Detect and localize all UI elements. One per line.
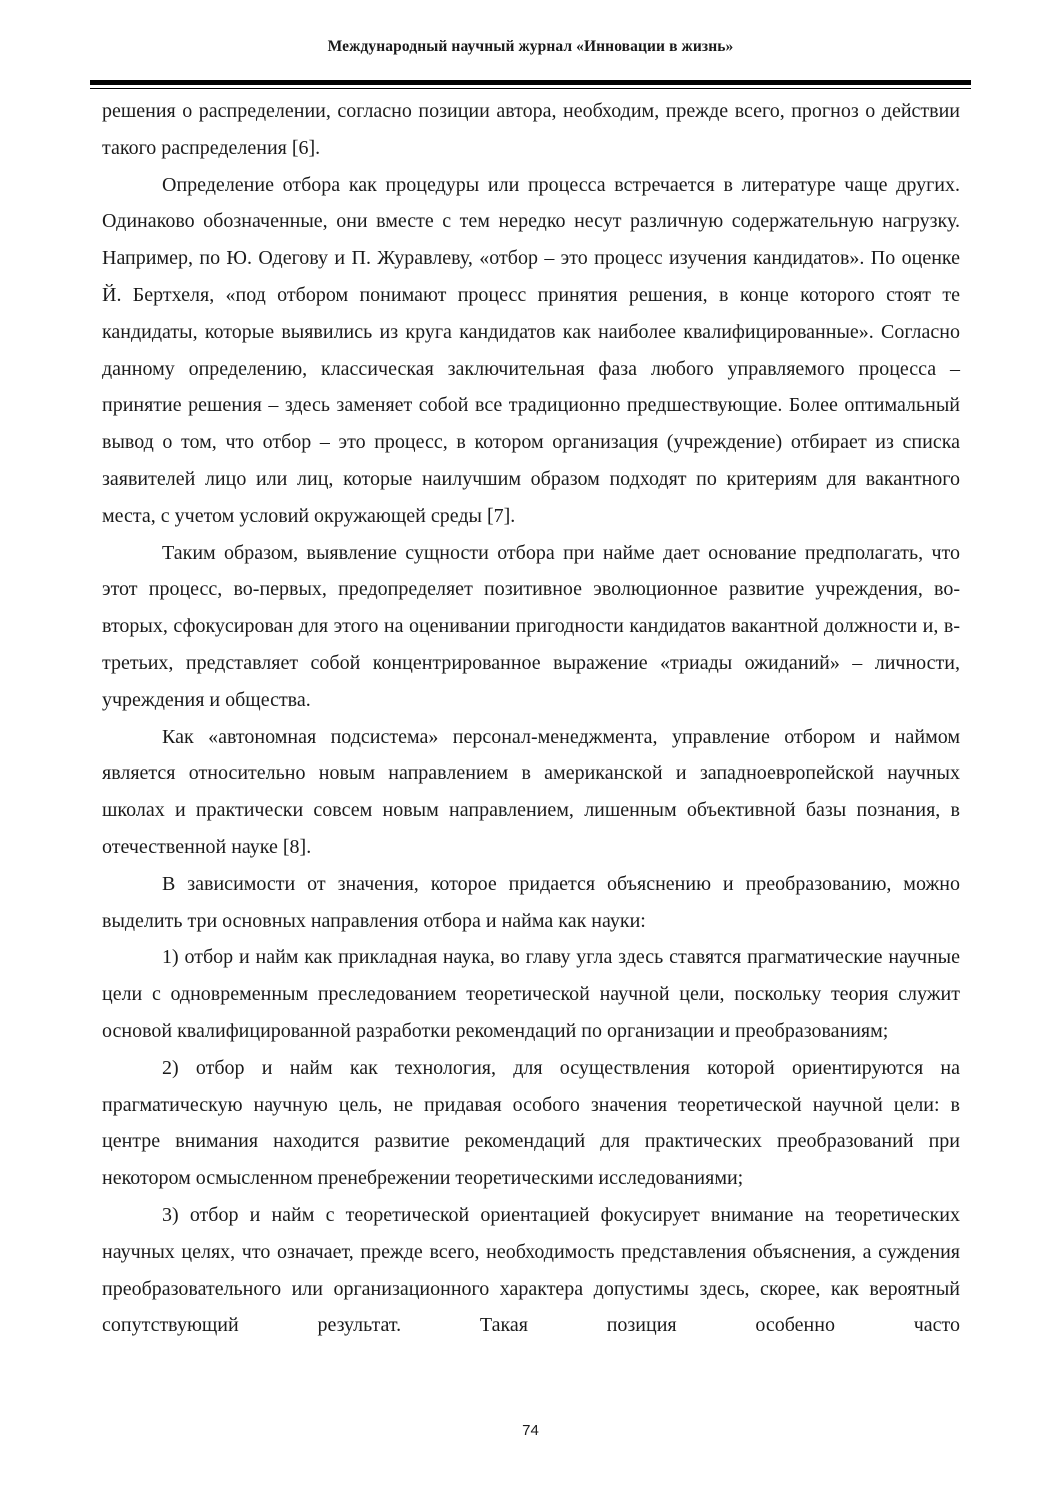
paragraph-autonomous-subsystem: Как «автономная подсистема» персонал-менеджмента, управление отбором и наймом является относительно новым направлением в американской и западноевропейской научных школах и практически совсем новым направлением, лишенным объективной базы познания, в отечественной науке [8]. [102,725,960,858]
paragraph-selection-definition: Определение отбора как процедуры или процесса встречается в литературе чаще других. Одинаково обозначенные, они вместе с тем нередко несут различную содержательную нагрузку. Например, по Ю. Одегову и П. Журавлеву, «отбор – это процесс изучения кандидатов». По оценке Й. Бертхеля, «под отбором понимают процесс принятия решения, в конце которого стоят те кандидаты, которые выявились из круга кандидатов как наиболее квалифицированные». Согласно данному определению, классическая заключительная фаза любого управляемого процесса – принятие решения – здесь заменяет собой все традиционно предшествующие. Более оптимальный вывод о том, что отбор – это процесс, в котором организация (учреждение) отбирает из списка заявителей лицо или лиц, которые наилучшим образом подходят по критериям для вакантного места, с учетом условий окружающей среды [7]. [102,173,960,527]
paragraph-selection-essence: Таким образом, выявление сущности отбора при найме дает основание предполагать, что этот процесс, во-первых, предопределяет позитивное эволюционное развитие учреждения, во-вторых, сфокусирован для этого на оценивании пригодности кандидатов вакантной должности и, в-третьих, представляет собой концентрированное выражение «триады ожиданий» – личности, учреждения и общества. [102,541,960,711]
paragraph-continuation: решения о распределении, согласно позиции автора, необходим, прежде всего, прогноз о действии такого распределения [6]. [102,100,960,159]
journal-header: Международный научный журнал «Инновации в жизнь» [327,38,734,55]
page-number: 74 [522,1422,539,1439]
article-body [102,93,960,1344]
list-item-applied-science: 1) отбор и найм как прикладная наука, во главу угла здесь ставятся прагматические научные цели с одновременным преследованием теоретической научной цели, поскольку теория служит основой квалифицированной разработки рекомендаций по организации и преобразованиям; [102,946,960,1042]
paragraph-three-directions-intro: В зависимости от значения, которое придается объяснению и преобразованию, можно выделить три основных направления отбора и найма как науки: [102,872,960,932]
list-item-theoretical-orientation: 3) отбор и найм с теоретической ориентацией фокусирует внимание на теоретических научных целях, что означает, прежде всего, необходимость представления объяснения, а суждения преобразовательного или организационного характера допустимы здесь, скорее, как вероятный сопутствующий результат. Такая позиция особенно часто [102,1203,960,1337]
list-item-technology: 2) отбор и найм как технология, для осуществления которой ориентируются на прагматическую научную цель, не придавая особого значения теоретической научной цели: в центре внимания находится развитие рекомендаций для практических преобразований при некотором осмысленном пренебрежении теоретическими исследованиями; [102,1056,960,1190]
header-rule-thin [90,88,971,89]
header-rule-thick [90,80,971,85]
